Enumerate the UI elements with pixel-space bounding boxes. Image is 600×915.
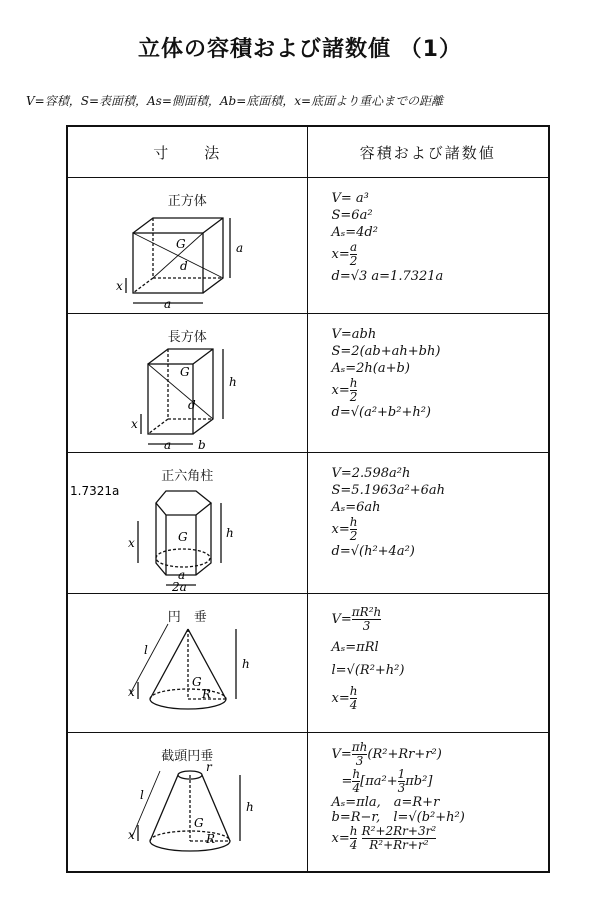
formula-line: x= $\frac{a}{2}$ <box>331 240 358 268</box>
dimension-a-label: a <box>236 241 244 255</box>
formula-line: V= a³ <box>331 191 369 206</box>
centroid-label: G <box>176 237 186 251</box>
symbol-legend: V=容積，S=表面積，As=側面積，Ab=底面積，x=底面より重心までの距離 <box>26 94 444 108</box>
shape-name: 円 垂 <box>167 610 207 625</box>
formula-line: V= $\frac{\pi h}{3}$ (R²+Rr+r²) <box>331 740 442 768</box>
page-title: 立体の容積および諸数値 （1） <box>138 37 462 62</box>
fraction: $\frac{1}{3}$ <box>397 767 406 795</box>
shape-name: 正方体 <box>167 194 207 209</box>
dimension-x-label: x <box>128 685 135 699</box>
dimension-h-label: h <box>226 526 234 540</box>
dimension-b-label: b <box>198 438 206 452</box>
cube-figure-cell <box>67 178 307 314</box>
formula-line: V=2.598a²h <box>331 466 411 481</box>
hexprism-formulas-cell <box>307 453 549 594</box>
dimension-a-label: a <box>164 438 172 452</box>
formula-line: V=abh <box>331 327 377 342</box>
formula-line: b=R−r, l=√(b²+h²) <box>331 810 465 825</box>
formula-line: x= $\frac{h}{4}$ <box>331 684 358 712</box>
centroid-label: G <box>194 816 204 830</box>
diagonal-d-label: d <box>188 398 196 412</box>
table-row <box>67 594 549 733</box>
centroid-label: G <box>178 530 188 544</box>
radius-r-label: r <box>206 760 212 774</box>
radius-R-label: R <box>206 832 216 846</box>
formula-line: S=5.1963a²+6ah <box>331 483 446 498</box>
frustum-figure-cell <box>67 733 307 873</box>
formula-line: Aₛ=πRl <box>331 640 379 655</box>
formula-line: S=6a² <box>331 208 373 223</box>
dimension-h-label: h <box>246 800 254 814</box>
table-row <box>67 733 549 873</box>
formula-line: x= $\frac{h}{2}$ <box>331 515 358 543</box>
box-formulas-cell <box>307 314 549 453</box>
table-row <box>67 178 549 314</box>
dimension-2a-label: 2a <box>172 580 187 593</box>
shape-name: 正六角柱 <box>161 469 214 484</box>
fraction: $\frac{\text{R²+2Rr+3r²}}{\text{R²+Rr+r²}}$ <box>361 824 437 852</box>
shape-name: 長方体 <box>167 330 207 345</box>
formula-line: Aₛ=4d² <box>331 225 378 240</box>
frustum-diagram <box>68 733 308 871</box>
dimension-x-label: x <box>128 828 135 842</box>
hexprism-figure-cell <box>67 453 307 594</box>
fraction: $\frac{a}{2}$ <box>349 240 358 268</box>
formula-line: Aₛ=πla, a=R+r <box>331 795 440 810</box>
centroid-label: G <box>180 365 190 379</box>
table-header-row <box>67 126 549 178</box>
header-dimensions: 寸 法 <box>67 126 307 178</box>
dimension-x-label: x <box>116 279 123 293</box>
fraction: $\frac{h}{4}$ <box>349 824 358 852</box>
dimension-a-label: a <box>164 297 172 311</box>
shape-name: 截頭円垂 <box>161 749 214 764</box>
dimension-x-label: x <box>131 417 138 431</box>
dimension-a-label: a <box>178 568 186 582</box>
box-figure-cell <box>67 314 307 453</box>
fraction: $\frac{h}{2}$ <box>349 376 358 404</box>
table-row <box>67 453 549 594</box>
slant-l-label: l <box>144 643 148 657</box>
cone-figure-cell <box>67 594 307 733</box>
dimension-x-label: x <box>128 536 135 550</box>
formula-line: = $\frac{h}{4}$ [πa²+ $\frac{1}{3}$ πb²] <box>341 767 433 795</box>
slant-l-label: l <box>140 788 144 802</box>
formula-line: d=√(h²+4a²) <box>331 544 415 559</box>
dimension-h-label: h <box>229 375 237 389</box>
fraction: $\frac{h}{4}$ <box>349 684 358 712</box>
table-row <box>67 314 549 453</box>
formula-line: Aₛ=6ah <box>331 500 381 515</box>
cube-formulas-cell <box>307 178 549 314</box>
formula-line: d=√3 a=1.7321a <box>331 269 444 284</box>
formula-line: S=2(ab+ah+bh) <box>331 344 441 359</box>
formula-line: Aₛ=2h(a+b) <box>331 361 410 376</box>
cone-diagram <box>68 594 308 732</box>
fraction: $\frac{h}{2}$ <box>349 515 358 543</box>
fraction: $\frac{h}{4}$ <box>352 767 361 795</box>
formula-line: l=√(R²+h²) <box>331 663 405 678</box>
formula-line: x= $\frac{h}{2}$ <box>331 376 358 404</box>
frustum-formulas-cell <box>307 733 549 873</box>
formula-line: V= $\frac{\text{πR²h}}{3}$ <box>331 605 382 633</box>
cone-formulas-cell <box>307 594 549 733</box>
dimension-h-label: h <box>242 657 250 671</box>
hexprism-diagram <box>68 453 308 593</box>
apothem-label: 1.7321a <box>70 484 120 498</box>
formula-line: d=√(a²+b²+h²) <box>331 405 432 420</box>
header-values: 容積および諸数値 <box>307 126 549 178</box>
cube-diagram <box>68 178 308 313</box>
fraction: $\frac{\pi h}{3}$ <box>351 740 368 768</box>
diagonal-d-label: d <box>180 259 188 273</box>
formula-line: x= $\frac{h}{4}$ $\frac{\text{R²+2Rr+3r²}}{\text{R²+Rr+r²}}$ <box>331 824 437 852</box>
fraction: $\frac{\text{πR²h}}{3}$ <box>351 605 382 633</box>
centroid-label: G <box>192 675 202 689</box>
formula-table <box>66 125 550 873</box>
box-diagram <box>68 314 308 452</box>
radius-R-label: R <box>202 687 212 701</box>
